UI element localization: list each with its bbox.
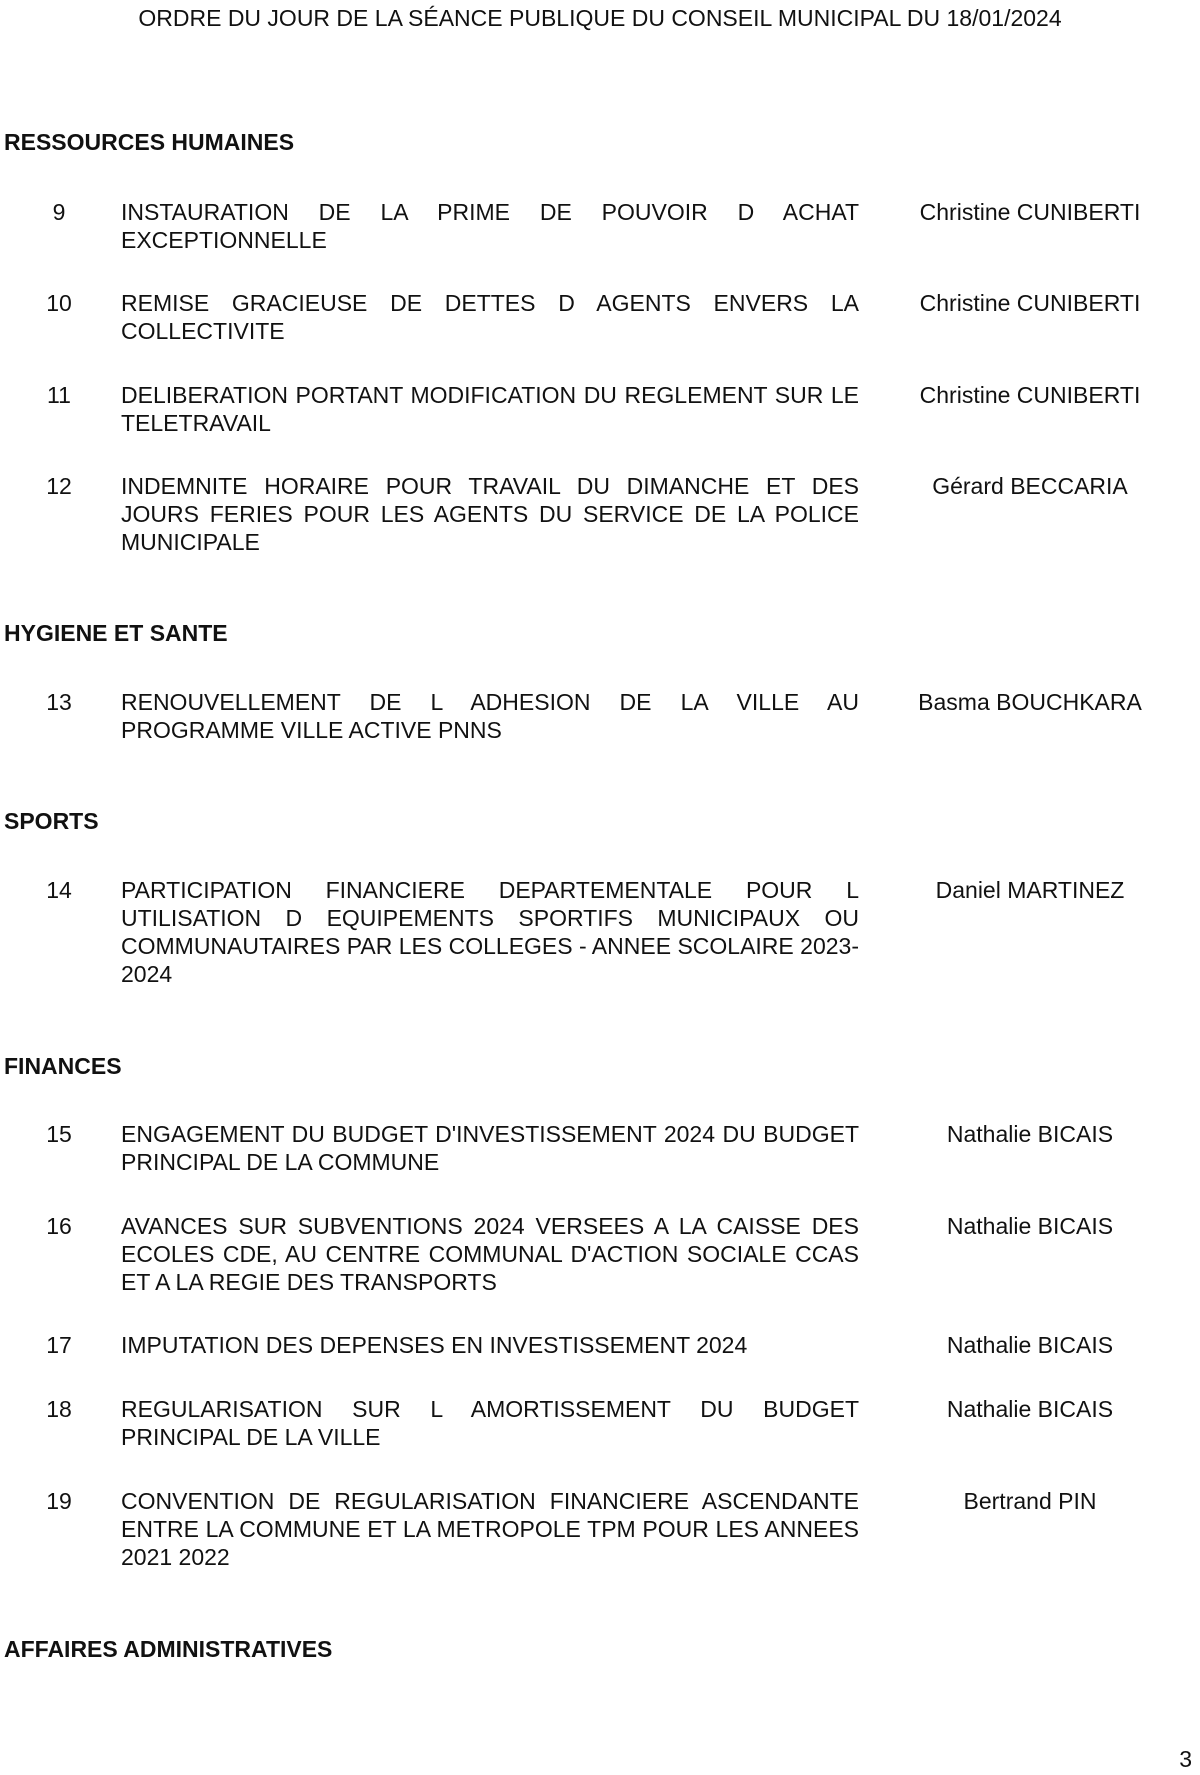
- item-rapporteur: Nathalie BICAIS: [946, 1213, 1114, 1239]
- item-text: REMISE GRACIEUSE DE DETTES D AGENTS ENVERS LA COLLECTIVITE: [121, 290, 859, 344]
- item-text: INDEMNITE HORAIRE POUR TRAVAIL DU DIMANCHE ET DES JOURS FERIES POUR LES AGENTS DU SERVICE DE LA POLICE MUNICIPALE: [121, 473, 859, 555]
- item-number: 19: [46, 1488, 72, 1514]
- item-text: AVANCES SUR SUBVENTIONS 2024 VERSEES A LA CAISSE DES ECOLES CDE, AU CENTRE COMMUNAL D'ACTION SOCIALE CCAS ET A LA REGIE DES TRANSPORTS: [121, 1213, 859, 1295]
- page-number: 3: [1179, 1746, 1192, 1772]
- item-number: 9: [52, 199, 66, 225]
- item-number: 15: [46, 1121, 72, 1147]
- item-rapporteur: Christine CUNIBERTI: [919, 199, 1141, 225]
- item-rapporteur: Nathalie BICAIS: [946, 1121, 1114, 1147]
- item-rapporteur: Bertrand PIN: [963, 1488, 1097, 1514]
- agenda-item: [0, 198, 1200, 288]
- item-rapporteur: Basma BOUCHKARA: [918, 689, 1142, 715]
- section-heading-hygiene-et-sante: HYGIENE ET SANTE: [4, 620, 228, 646]
- item-text: DELIBERATION PORTANT MODIFICATION DU REGLEMENT SUR LE TELETRAVAIL: [121, 382, 859, 436]
- item-rapporteur: Christine CUNIBERTI: [919, 382, 1141, 408]
- item-rapporteur: Nathalie BICAIS: [946, 1396, 1114, 1422]
- item-text: REGULARISATION SUR L AMORTISSEMENT DU BUDGET PRINCIPAL DE LA VILLE: [121, 1396, 859, 1450]
- agenda-item: [0, 1120, 1200, 1210]
- item-text: CONVENTION DE REGULARISATION FINANCIERE ASCENDANTE ENTRE LA COMMUNE ET LA METROPOLE TPM POUR LES ANNEES 2021 2022: [121, 1488, 859, 1570]
- item-rapporteur: Nathalie BICAIS: [946, 1332, 1114, 1358]
- item-rapporteur: Christine CUNIBERTI: [919, 290, 1141, 316]
- item-number: 17: [46, 1332, 72, 1358]
- agenda-item: [0, 1212, 1200, 1302]
- item-text: INSTAURATION DE LA PRIME DE POUVOIR D ACHAT EXCEPTIONNELLE: [121, 199, 859, 253]
- item-number: 14: [46, 877, 72, 903]
- section-heading-sports: SPORTS: [4, 808, 99, 834]
- item-text: ENGAGEMENT DU BUDGET D'INVESTISSEMENT 2024 DU BUDGET PRINCIPAL DE LA COMMUNE: [121, 1121, 859, 1175]
- section-heading-affaires-administratives: AFFAIRES ADMINISTRATIVES: [4, 1636, 333, 1662]
- agenda-item: [0, 472, 1200, 562]
- page-title: ORDRE DU JOUR DE LA SÉANCE PUBLIQUE DU CONSEIL MUNICIPAL DU 18/01/2024: [138, 5, 1062, 31]
- item-number: 10: [46, 290, 72, 316]
- agenda-item: [0, 1487, 1200, 1577]
- agenda-item: [0, 289, 1200, 379]
- item-text: PARTICIPATION FINANCIERE DEPARTEMENTALE POUR L UTILISATION D EQUIPEMENTS SPORTIFS MUNICIPAUX OU COMMUNAUTAIRES PAR LES COLLEGES - ANNEE SCOLAIRE 2023-2024: [121, 877, 859, 987]
- agenda-item: [0, 1395, 1200, 1485]
- item-number: 12: [46, 473, 72, 499]
- item-rapporteur: Gérard BECCARIA: [932, 473, 1128, 499]
- item-number: 13: [46, 689, 72, 715]
- item-number: 16: [46, 1213, 72, 1239]
- agenda-item: [0, 1331, 1200, 1371]
- agenda-item: [0, 876, 1200, 996]
- agenda-item: [0, 688, 1200, 778]
- item-number: 18: [46, 1396, 72, 1422]
- item-text: RENOUVELLEMENT DE L ADHESION DE LA VILLE AU PROGRAMME VILLE ACTIVE PNNS: [121, 689, 859, 743]
- item-rapporteur: Daniel MARTINEZ: [935, 877, 1125, 903]
- section-heading-finances: FINANCES: [4, 1053, 122, 1079]
- item-number: 11: [47, 382, 71, 408]
- section-heading-ressources-humaines: RESSOURCES HUMAINES: [4, 129, 295, 155]
- agenda-item: [0, 381, 1200, 471]
- item-text: IMPUTATION DES DEPENSES EN INVESTISSEMENT 2024: [121, 1332, 748, 1358]
